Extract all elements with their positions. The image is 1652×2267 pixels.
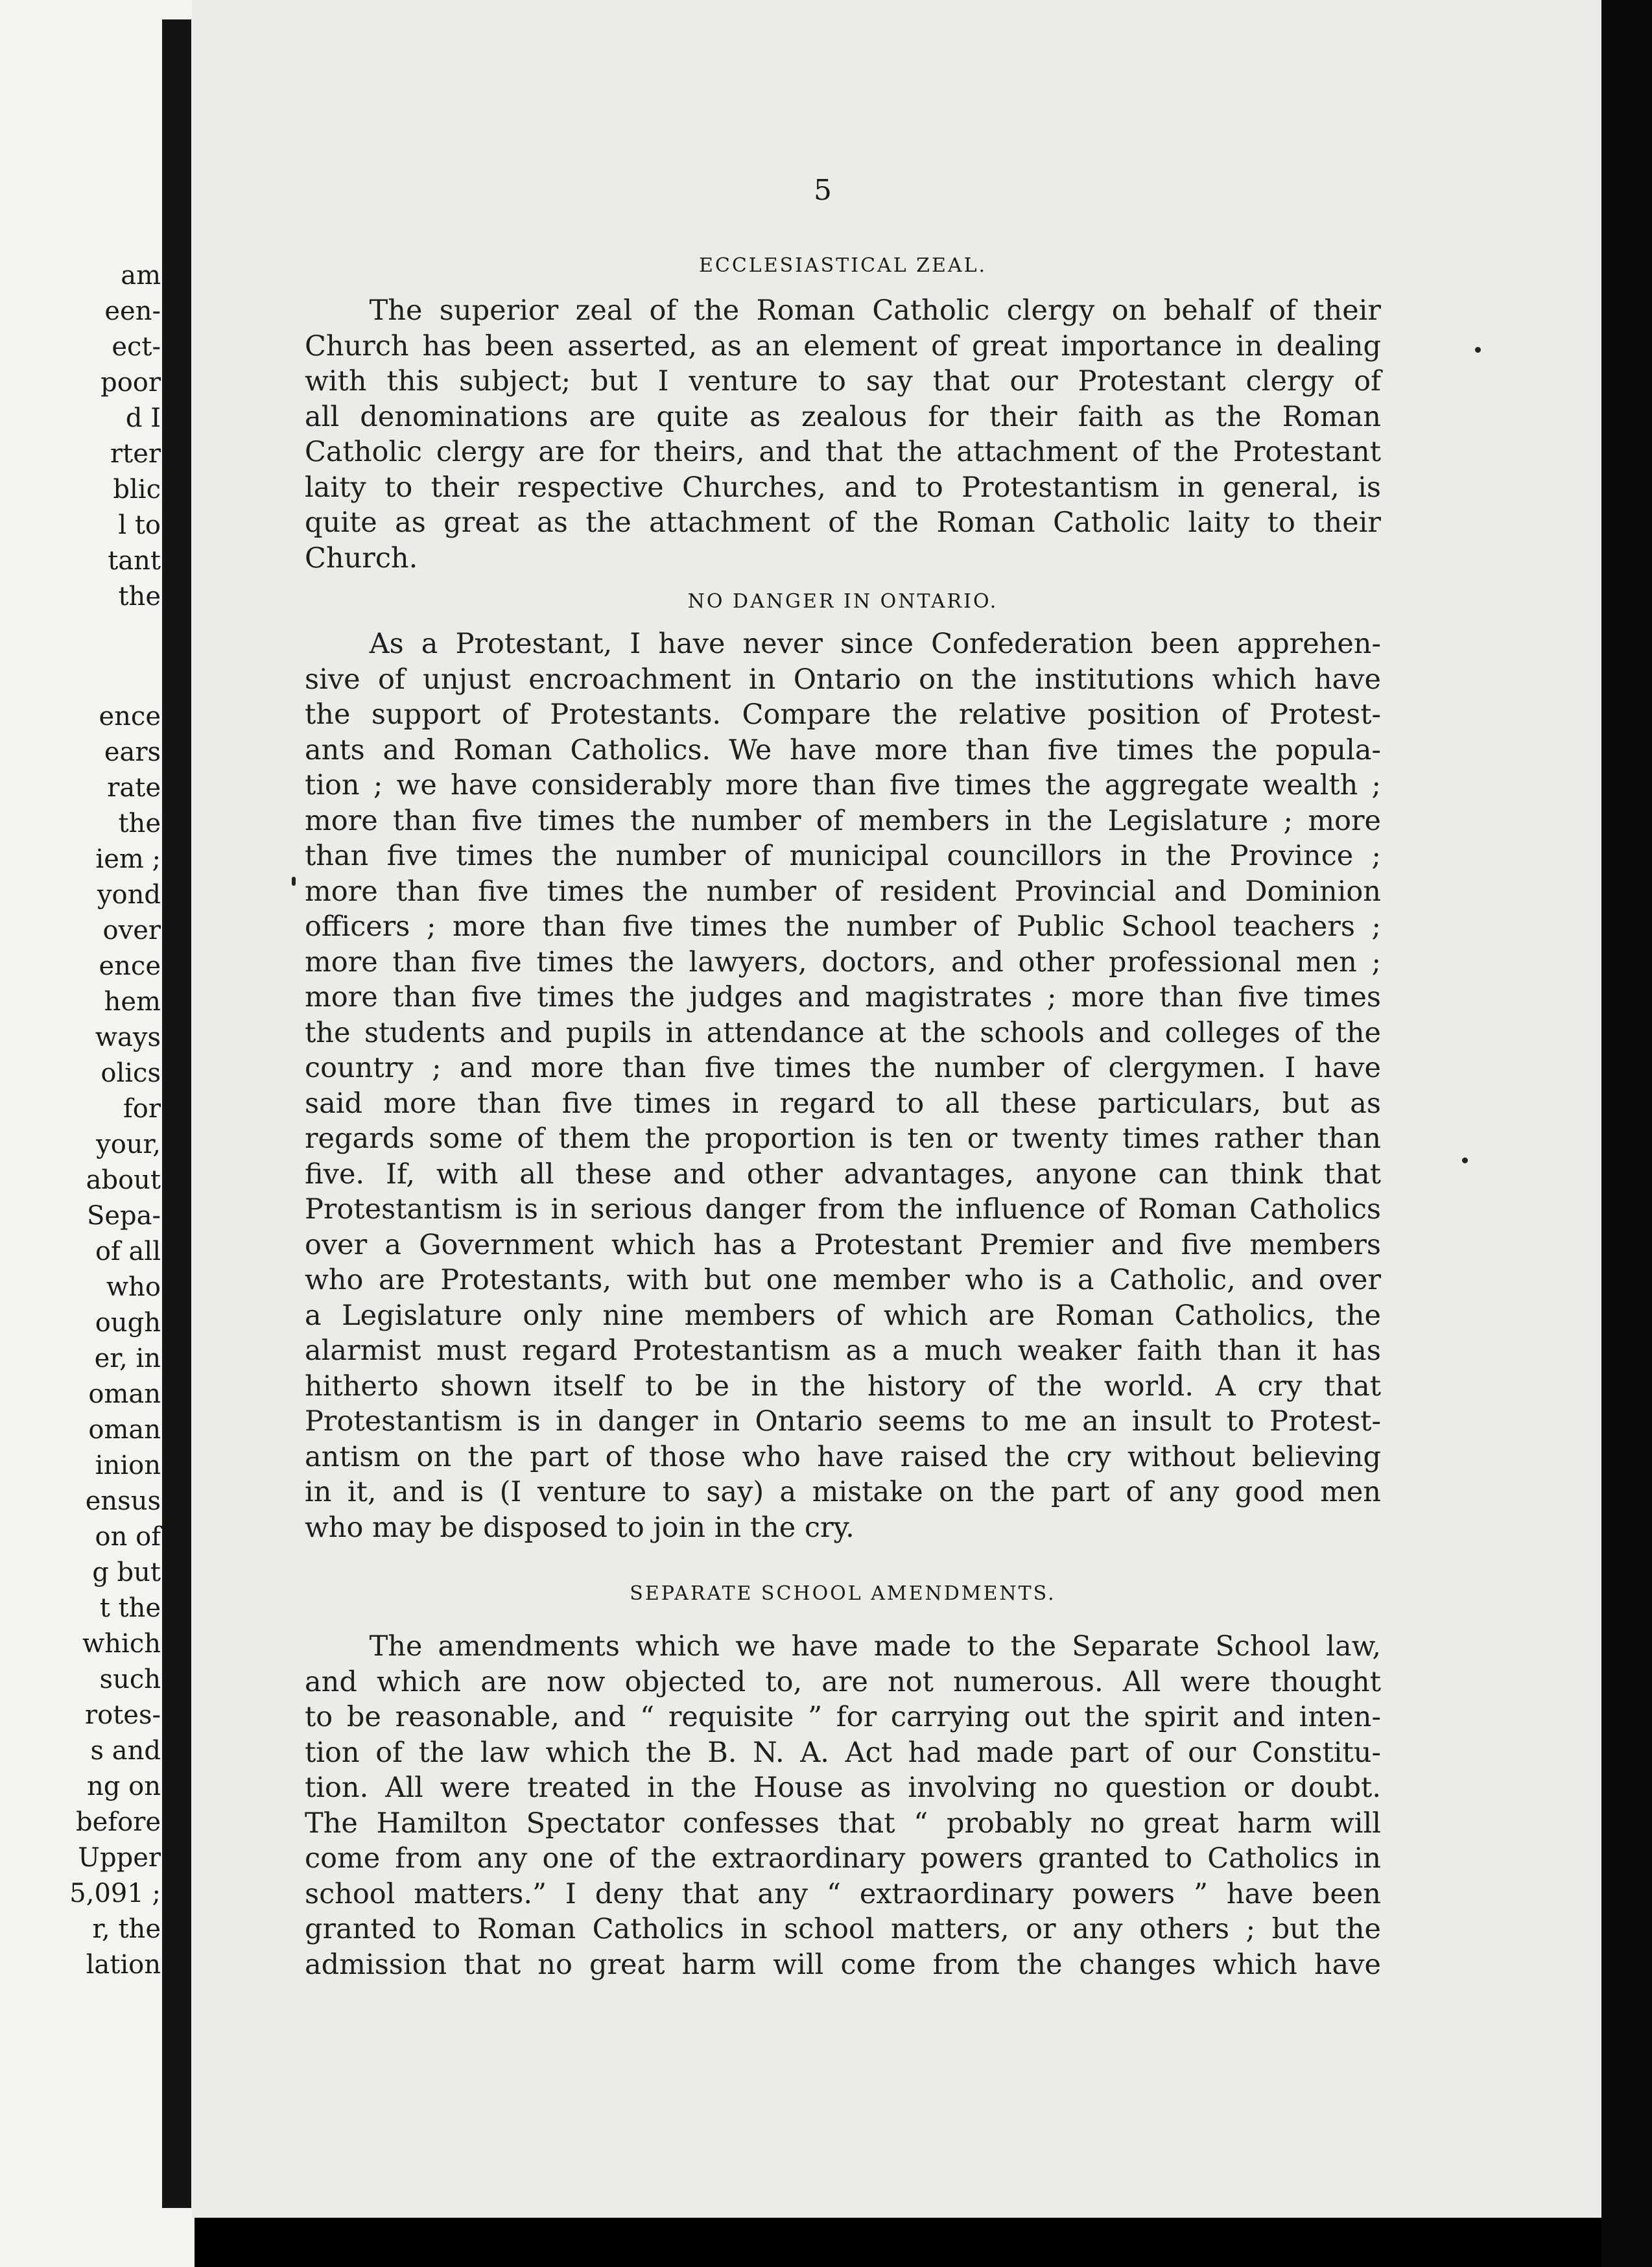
fragment: the (118, 582, 161, 611)
page-edge-shadow (1601, 0, 1652, 2267)
fragment: Upper (78, 1843, 161, 1873)
fragment: ng on (87, 1772, 161, 1801)
fragment: am (121, 261, 161, 291)
fragment: oman (88, 1379, 161, 1409)
text-line: with this subject; but I venture to say that our Protestant clergy of (305, 365, 1381, 398)
text-line: come from any one of the extraordinary powers granted to Catholics in (305, 1842, 1381, 1875)
text-line: country ; and more than five times the number of clergymen. I have (305, 1052, 1381, 1084)
text-line: Protestantism is in danger in Ontario seems to me an insult to Protest- (305, 1405, 1381, 1438)
fragment: tant (108, 546, 161, 576)
fragment: ears (104, 737, 161, 767)
fragment: ence (99, 951, 161, 981)
fragment: ence (99, 702, 161, 731)
fragment: yond (97, 880, 161, 910)
text-line: admission that no great harm will come from the changes which have (305, 1948, 1381, 1981)
text-line: who may be disposed to join in the cry. (305, 1511, 855, 1544)
fragment: olics (100, 1058, 161, 1088)
text-line: who are Protestants, with but one member who is a Catholic, and over (305, 1264, 1381, 1296)
text-line: granted to Roman Catholics in school matters, or any others ; but the (305, 1913, 1381, 1945)
fragment: inion (95, 1451, 161, 1480)
ink-speck (292, 877, 296, 886)
text-line: in it, and is (I venture to say) a mistake on the part of any good men (305, 1476, 1381, 1508)
paragraph (305, 293, 1381, 576)
text-line: more than five times the number of resident Provincial and Dominion (305, 875, 1381, 908)
text-line: The Hamilton Spectator confesses that “ probably no great harm will (305, 1807, 1381, 1840)
fragment: een- (104, 296, 161, 326)
text-line: a Legislature only nine members of which are Roman Catholics, the (305, 1299, 1381, 1332)
text-line: said more than five times in regard to all these particulars, but as (305, 1087, 1381, 1120)
fragment: your, (96, 1130, 161, 1159)
text-line: Protestantism is in serious danger from the influence of Roman Catholics (305, 1193, 1381, 1226)
text-line: hitherto shown itself to be in the history of the world. A cry that (305, 1370, 1381, 1403)
section-heading: NO DANGER IN ONTARIO. (687, 590, 998, 613)
ink-speck (1462, 1157, 1468, 1163)
text-line: than five times the number of municipal councillors in the Province ; (305, 840, 1381, 872)
fragment: poor (100, 368, 161, 398)
text-line: the students and pupils in attendance at the schools and colleges of the (305, 1016, 1381, 1049)
fragment: for (123, 1094, 161, 1124)
fragment: Sepa- (86, 1201, 161, 1231)
facing-page-text (69, 258, 161, 1983)
fragment: ough (95, 1308, 161, 1338)
text-line: five. If, with all these and other advantages, anyone can think that (305, 1157, 1381, 1191)
text-line: Church has been asserted, as an element of great importance in dealing (305, 329, 1381, 362)
fragment: rotes- (85, 1700, 161, 1730)
fragment: 5,091 ; (69, 1879, 161, 1908)
fragment: g but (92, 1558, 161, 1587)
fragment: rter (110, 439, 161, 469)
text-line: tion ; we have considerably more than five times the aggregate wealth ; (305, 769, 1381, 801)
text-line: As a Protestant, I have never since Confederation been apprehen- (369, 628, 1381, 660)
section-heading: ECCLESIASTICAL ZEAL. (698, 254, 987, 277)
text-line: more than five times the lawyers, doctors, and other professional men ; (305, 945, 1381, 979)
binding-shadow (162, 19, 191, 2208)
fragment: lation (86, 1950, 161, 1980)
text-line: more than five times the number of members in the Legislature ; more (305, 804, 1381, 837)
text-line: more than five times the judges and magistrates ; more than five times (305, 981, 1381, 1014)
ink-speck (1475, 347, 1481, 353)
text-line: The amendments which we have made to the Separate School law, (369, 1630, 1381, 1663)
fragment: such (99, 1665, 161, 1694)
fragment: who (106, 1272, 161, 1302)
fragment: ensus (85, 1486, 161, 1516)
text-line: officers ; more than five times the number of Public School teachers ; (305, 910, 1381, 943)
fragment: which (82, 1629, 161, 1659)
text-line: antism on the part of those who have raised the cry without believing (305, 1440, 1381, 1473)
fragment: hem (104, 987, 161, 1017)
paragraph (305, 626, 1381, 1545)
paragraph (305, 1629, 1381, 1982)
text-line: tion of the law which the B. N. A. Act had made part of our Constitu- (305, 1736, 1381, 1769)
fragment: of all (95, 1237, 161, 1266)
section-heading: SEPARATE SCHOOL AMENDMENTS. (630, 1582, 1056, 1605)
fragment: iem ; (95, 844, 161, 874)
text-line: quite as great as the attachment of the Roman Catholic laity to their (305, 506, 1381, 539)
text-line: Church. (305, 541, 418, 575)
fragment: ways (95, 1023, 161, 1052)
text-line: school matters.” I deny that any “ extraordinary powers ” have been (305, 1877, 1381, 1910)
text-line: all denominations are quite as zealous for their faith as the Roman (305, 400, 1381, 433)
text-line: Catholic clergy are for theirs, and that the attachment of the Protestant (305, 436, 1381, 468)
text-line: The superior zeal of the Roman Catholic clergy on behalf of their (369, 294, 1381, 327)
fragment: r, the (92, 1914, 161, 1944)
fragment: oman (88, 1415, 161, 1445)
fragment: about (86, 1165, 161, 1195)
fragment: rate (107, 773, 161, 803)
fragment: l to (118, 510, 161, 540)
text-line: to be reasonable, and “ requisite ” for carrying out the spirit and inten- (305, 1701, 1381, 1733)
fragment: t the (99, 1593, 161, 1623)
fragment: on of (95, 1522, 161, 1552)
text-line: alarmist must regard Protestantism as a much weaker faith than it has (305, 1335, 1381, 1367)
fragment: over (102, 916, 161, 945)
page-number: 5 (814, 174, 832, 207)
text-line: over a Government which has a Protestant Premier and five members (305, 1228, 1381, 1261)
text-line: regards some of them the proportion is ten or twenty times rather than (305, 1122, 1381, 1155)
fragment: the (118, 809, 161, 838)
text-line: tion. All were treated in the House as involving no question or doubt. (305, 1772, 1381, 1804)
text-line: and which are now objected to, are not numerous. All were thought (305, 1665, 1381, 1698)
fragment: before (76, 1807, 161, 1837)
fragment: ect- (112, 332, 161, 362)
fragment: blic (113, 475, 161, 504)
fragment: er, in (94, 1344, 161, 1373)
fragment: d I (125, 403, 161, 433)
text-line: ants and Roman Catholics. We have more than five times the popula- (305, 733, 1381, 766)
fragment: s and (90, 1736, 161, 1766)
text-line: the support of Protestants. Compare the relative position of Protest- (305, 698, 1381, 731)
text-line: sive of unjust encroachment in Ontario on the institutions which have (305, 663, 1381, 696)
text-line: laity to their respective Churches, and to Protestantism in general, is (305, 471, 1381, 504)
